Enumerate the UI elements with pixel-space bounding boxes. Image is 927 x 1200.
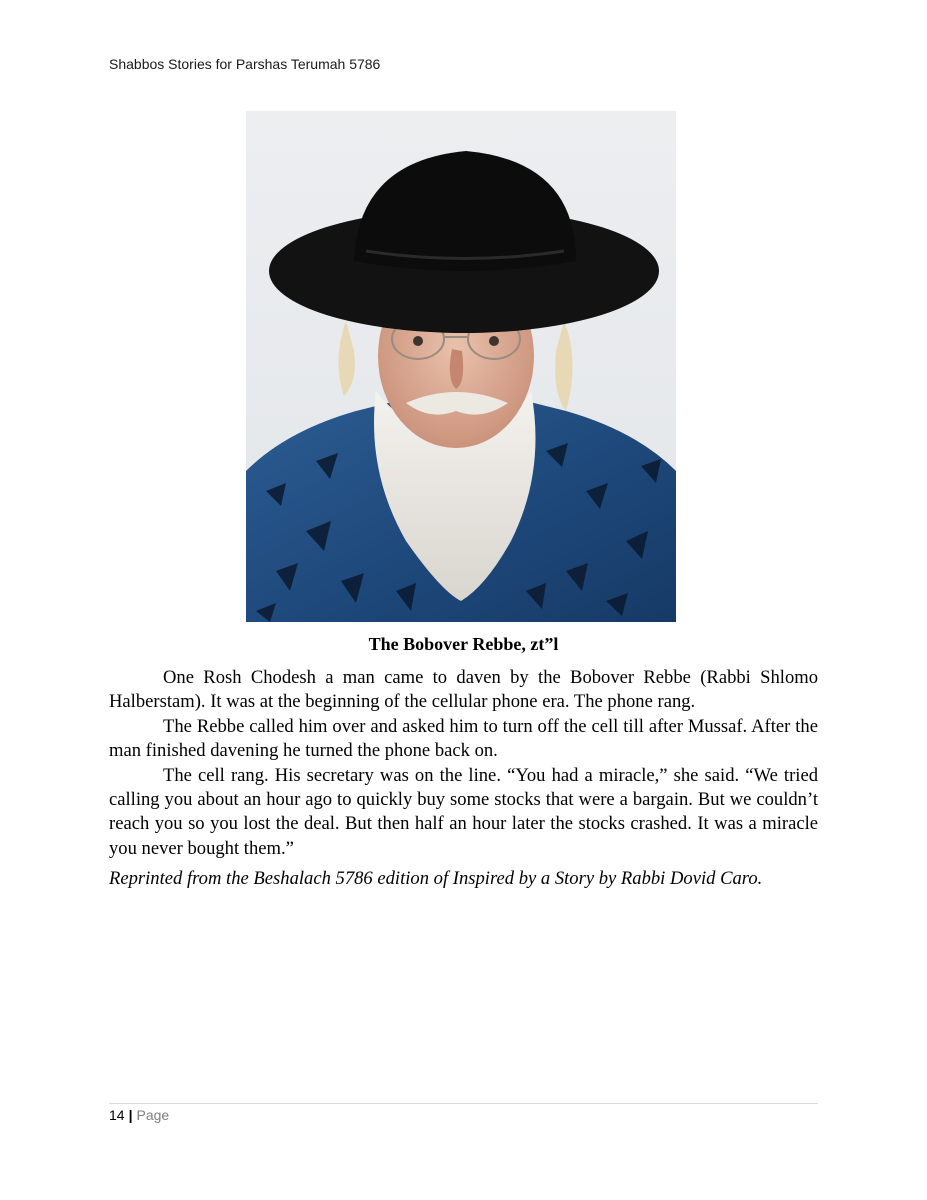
rebbe-portrait-photo (246, 111, 676, 622)
photo-caption: The Bobover Rebbe, zt”l (368, 634, 559, 654)
story-paragraph-2: The Rebbe called him over and asked him to turn off the cell till after Mussaf. After the man finished davening he turned the phone back on. (109, 715, 818, 762)
story-body (109, 666, 818, 892)
page-label: Page (136, 1107, 170, 1123)
running-header: Shabbos Stories for Parshas Terumah 5786 (109, 56, 381, 72)
portrait-illustration (246, 111, 676, 622)
reprint-credit: Reprinted from the Beshalach 5786 edition of Inspired by a Story by Rabbi Dovid Caro. (109, 868, 763, 890)
footer-separator: | (128, 1107, 133, 1123)
footer-divider (109, 1103, 818, 1104)
story-paragraph-3: The cell rang. His secretary was on the line. “You had a miracle,” she said. “We tried calling you about an hour ago to quickly buy some stocks that were a bargain. But we couldn’t reach you so you lost the deal. But then half an hour later the stocks crashed. It was a miracle you never bought them.” (109, 764, 818, 859)
story-paragraph-1: One Rosh Chodesh a man came to daven by the Bobover Rebbe (Rabbi Shlomo Halberstam). It was at the beginning of the cellular phone era. The phone rang. (109, 667, 818, 713)
page-number: 14 (109, 1107, 125, 1123)
page-footer (109, 1107, 169, 1123)
